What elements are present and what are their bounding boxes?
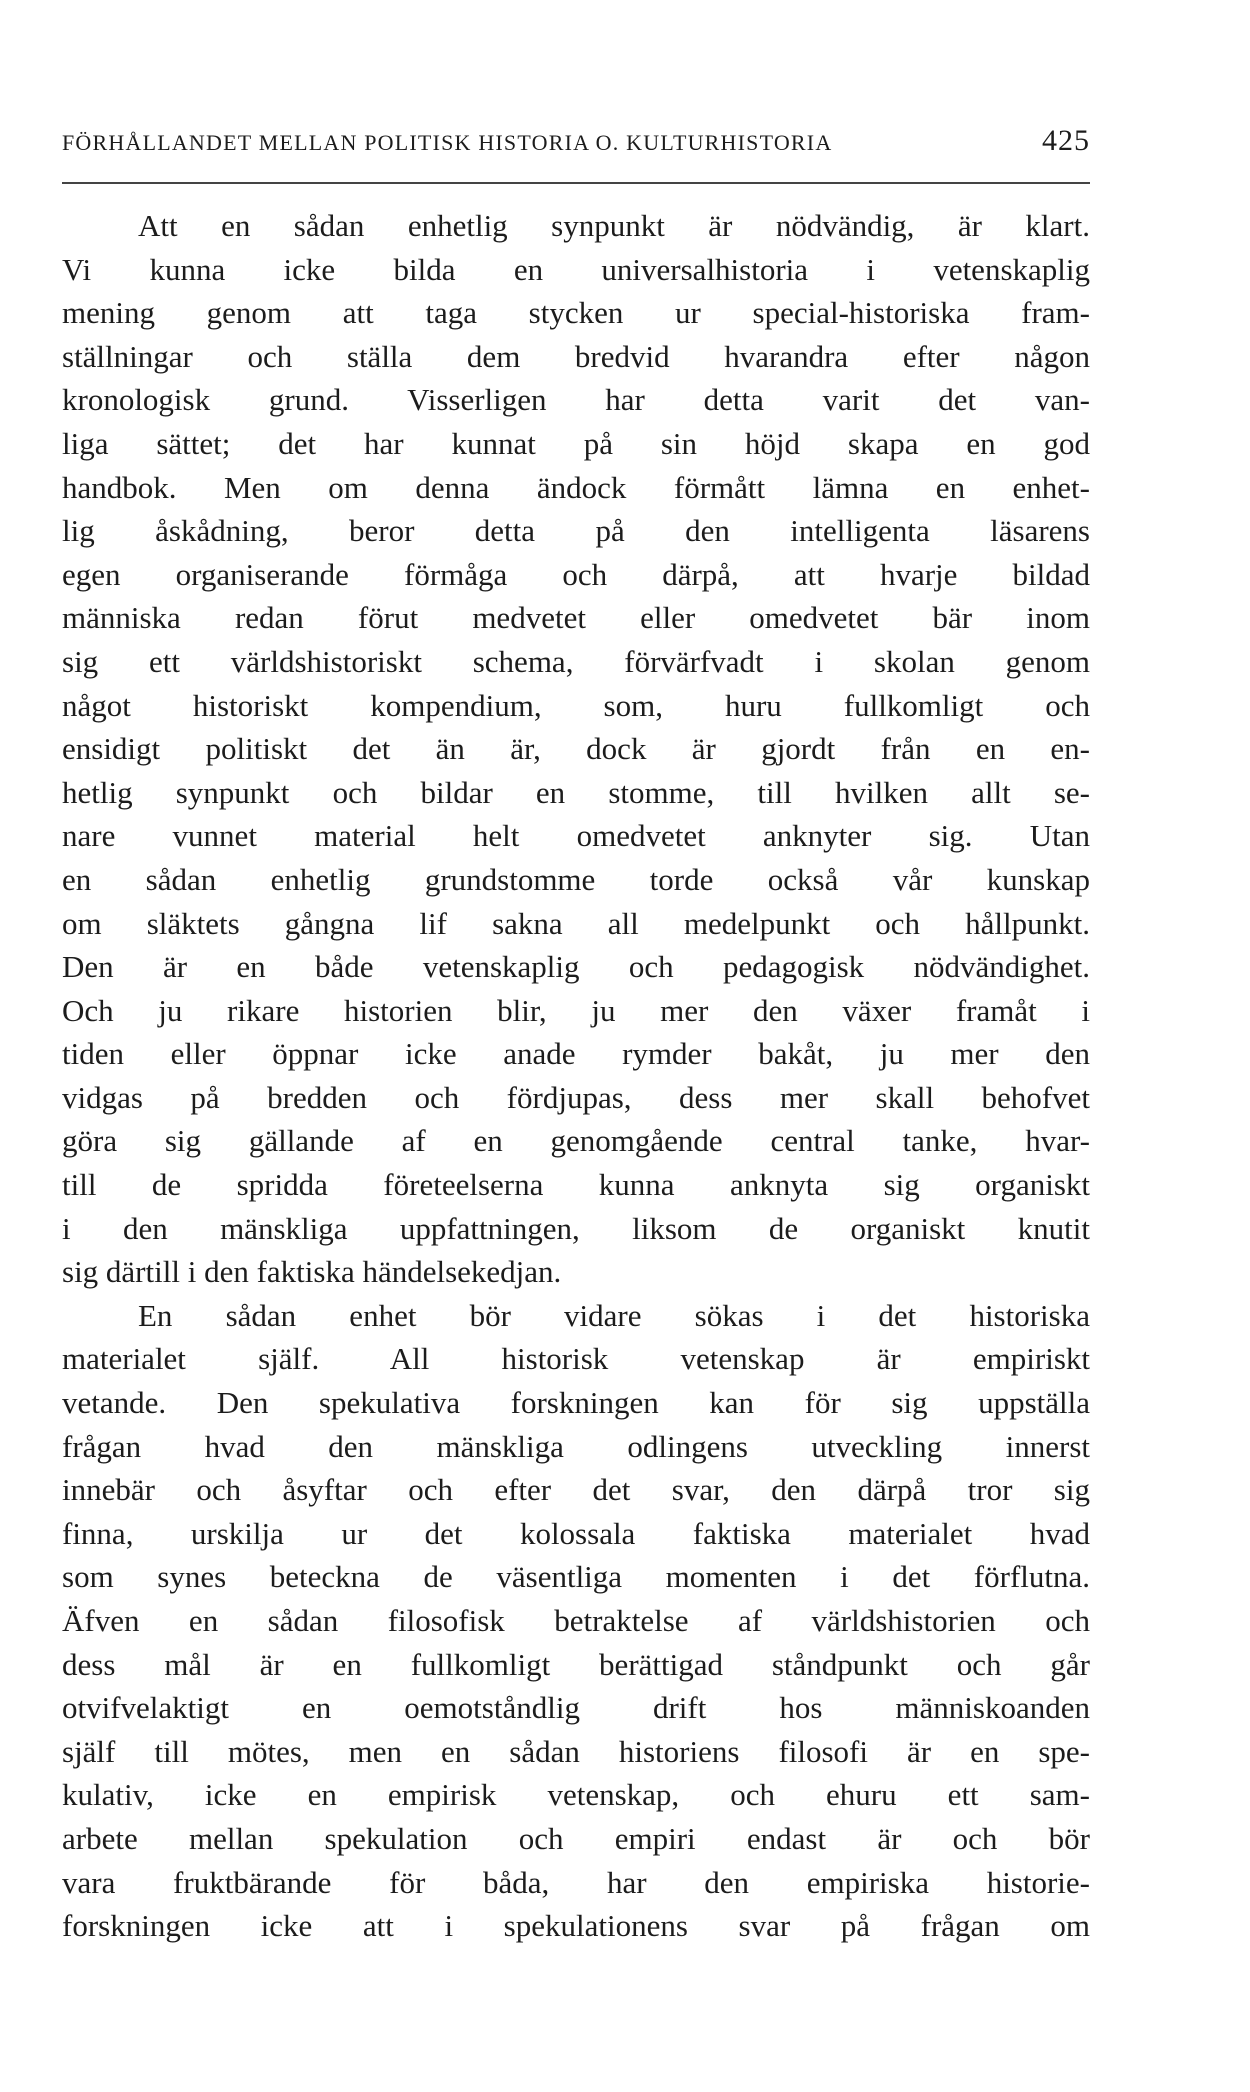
text-line: mening genom att taga stycken ur special-historiska fram-: [62, 295, 1090, 331]
text-line: sig därtill i den faktiska händelsekedjan.: [62, 1254, 562, 1290]
text-line: lig åskådning, beror detta på den intelligenta läsarens: [62, 513, 1090, 549]
text-line: Att en sådan enhetlig synpunkt är nödvändig, är klart.: [138, 208, 1090, 243]
text-line: som synes beteckna de väsentliga momenten i det förflutna.: [62, 1559, 1090, 1595]
text-line: vetande. Den spekulativa forskningen kan för sig uppställa: [62, 1385, 1090, 1421]
running-head: FÖRHÅLLANDET MELLAN POLITISK HISTORIA O. KULTURHISTORIA: [62, 130, 833, 155]
text-line: handbok. Men om denna ändock förmått lämna en enhet-: [62, 469, 1090, 505]
text-line: Äfven en sådan filosofisk betraktelse af världshistorien och: [62, 1603, 1090, 1638]
page-number: 425: [1042, 124, 1090, 157]
text-line: nare vunnet material helt omedvetet anknyter sig. Utan: [62, 818, 1090, 854]
text-line: till de spridda företeelserna kunna anknyta sig organiskt: [62, 1167, 1090, 1203]
text-line: en sådan enhetlig grundstomme torde också vår kunskap: [62, 861, 1090, 897]
text-line: om släktets gångna lif sakna all medelpunkt och hållpunkt.: [62, 905, 1090, 941]
text-line: dess mål är en fullkomligt berättigad ståndpunkt och går: [62, 1646, 1090, 1682]
text-line: forskningen icke att i spekulationens svar på frågan om: [62, 1908, 1090, 1944]
text-line: Vi kunna icke bilda en universalhistoria i vetenskaplig: [62, 251, 1090, 287]
text-line: vara fruktbärande för båda, har den empiriska historie-: [62, 1864, 1090, 1900]
text-line: hetlig synpunkt och bildar en stomme, till hvilken allt se-: [62, 774, 1090, 810]
text-line: egen organiserande förmåga och därpå, att hvarje bildad: [62, 556, 1090, 592]
text-line: i den mänskliga uppfattningen, liksom de organiskt knutit: [62, 1210, 1090, 1246]
text-line: liga sättet; det har kunnat på sin höjd skapa en god: [62, 425, 1090, 461]
text-line: själf till mötes, men en sådan historiens filosofi är en spe-: [62, 1733, 1090, 1769]
text-line: En sådan enhet bör vidare sökas i det historiska: [138, 1297, 1090, 1333]
text-line: människa redan förut medvetet eller omedvetet bär inom: [62, 600, 1090, 636]
text-line: ensidigt politiskt det än är, dock är gjordt från en en-: [62, 731, 1090, 767]
text-line: frågan hvad den mänskliga odlingens utveckling innerst: [62, 1428, 1090, 1464]
text-line: tiden eller öppnar icke anade rymder bakåt, ju mer den: [62, 1036, 1090, 1072]
text-line: arbete mellan spekulation och empiri endast är och bör: [62, 1820, 1090, 1856]
text-line: innebär och åsyftar och efter det svar, den därpå tror sig: [62, 1472, 1090, 1508]
text-line: göra sig gällande af en genomgående central tanke, hvar-: [62, 1123, 1090, 1159]
text-line: otvifvelaktigt en oemotståndlig drift hos människoanden: [62, 1690, 1090, 1726]
text-line: finna, urskilja ur det kolossala faktiska materialet hvad: [62, 1515, 1090, 1551]
text-line: kulativ, icke en empirisk vetenskap, och ehuru ett sam-: [62, 1777, 1090, 1813]
text-line: kronologisk grund. Visserligen har detta varit det van-: [62, 382, 1090, 418]
text-line: materialet själf. All historisk vetenskap är empiriskt: [62, 1341, 1090, 1377]
text-line: vidgas på bredden och fördjupas, dess mer skall behofvet: [62, 1079, 1090, 1115]
text-line: Den är en både vetenskaplig och pedagogisk nödvändighet.: [62, 949, 1090, 985]
text-line: Och ju rikare historien blir, ju mer den växer framåt i: [62, 992, 1090, 1028]
text-line: ställningar och ställa dem bredvid hvarandra efter någon: [62, 338, 1090, 374]
text-line: sig ett världshistoriskt schema, förvärfvadt i skolan genom: [62, 643, 1090, 679]
text-line: något historiskt kompendium, som, huru fullkomligt och: [62, 687, 1090, 723]
body-text: [62, 204, 1090, 1948]
header-rule: [62, 182, 1090, 184]
page-header: [62, 124, 1090, 164]
